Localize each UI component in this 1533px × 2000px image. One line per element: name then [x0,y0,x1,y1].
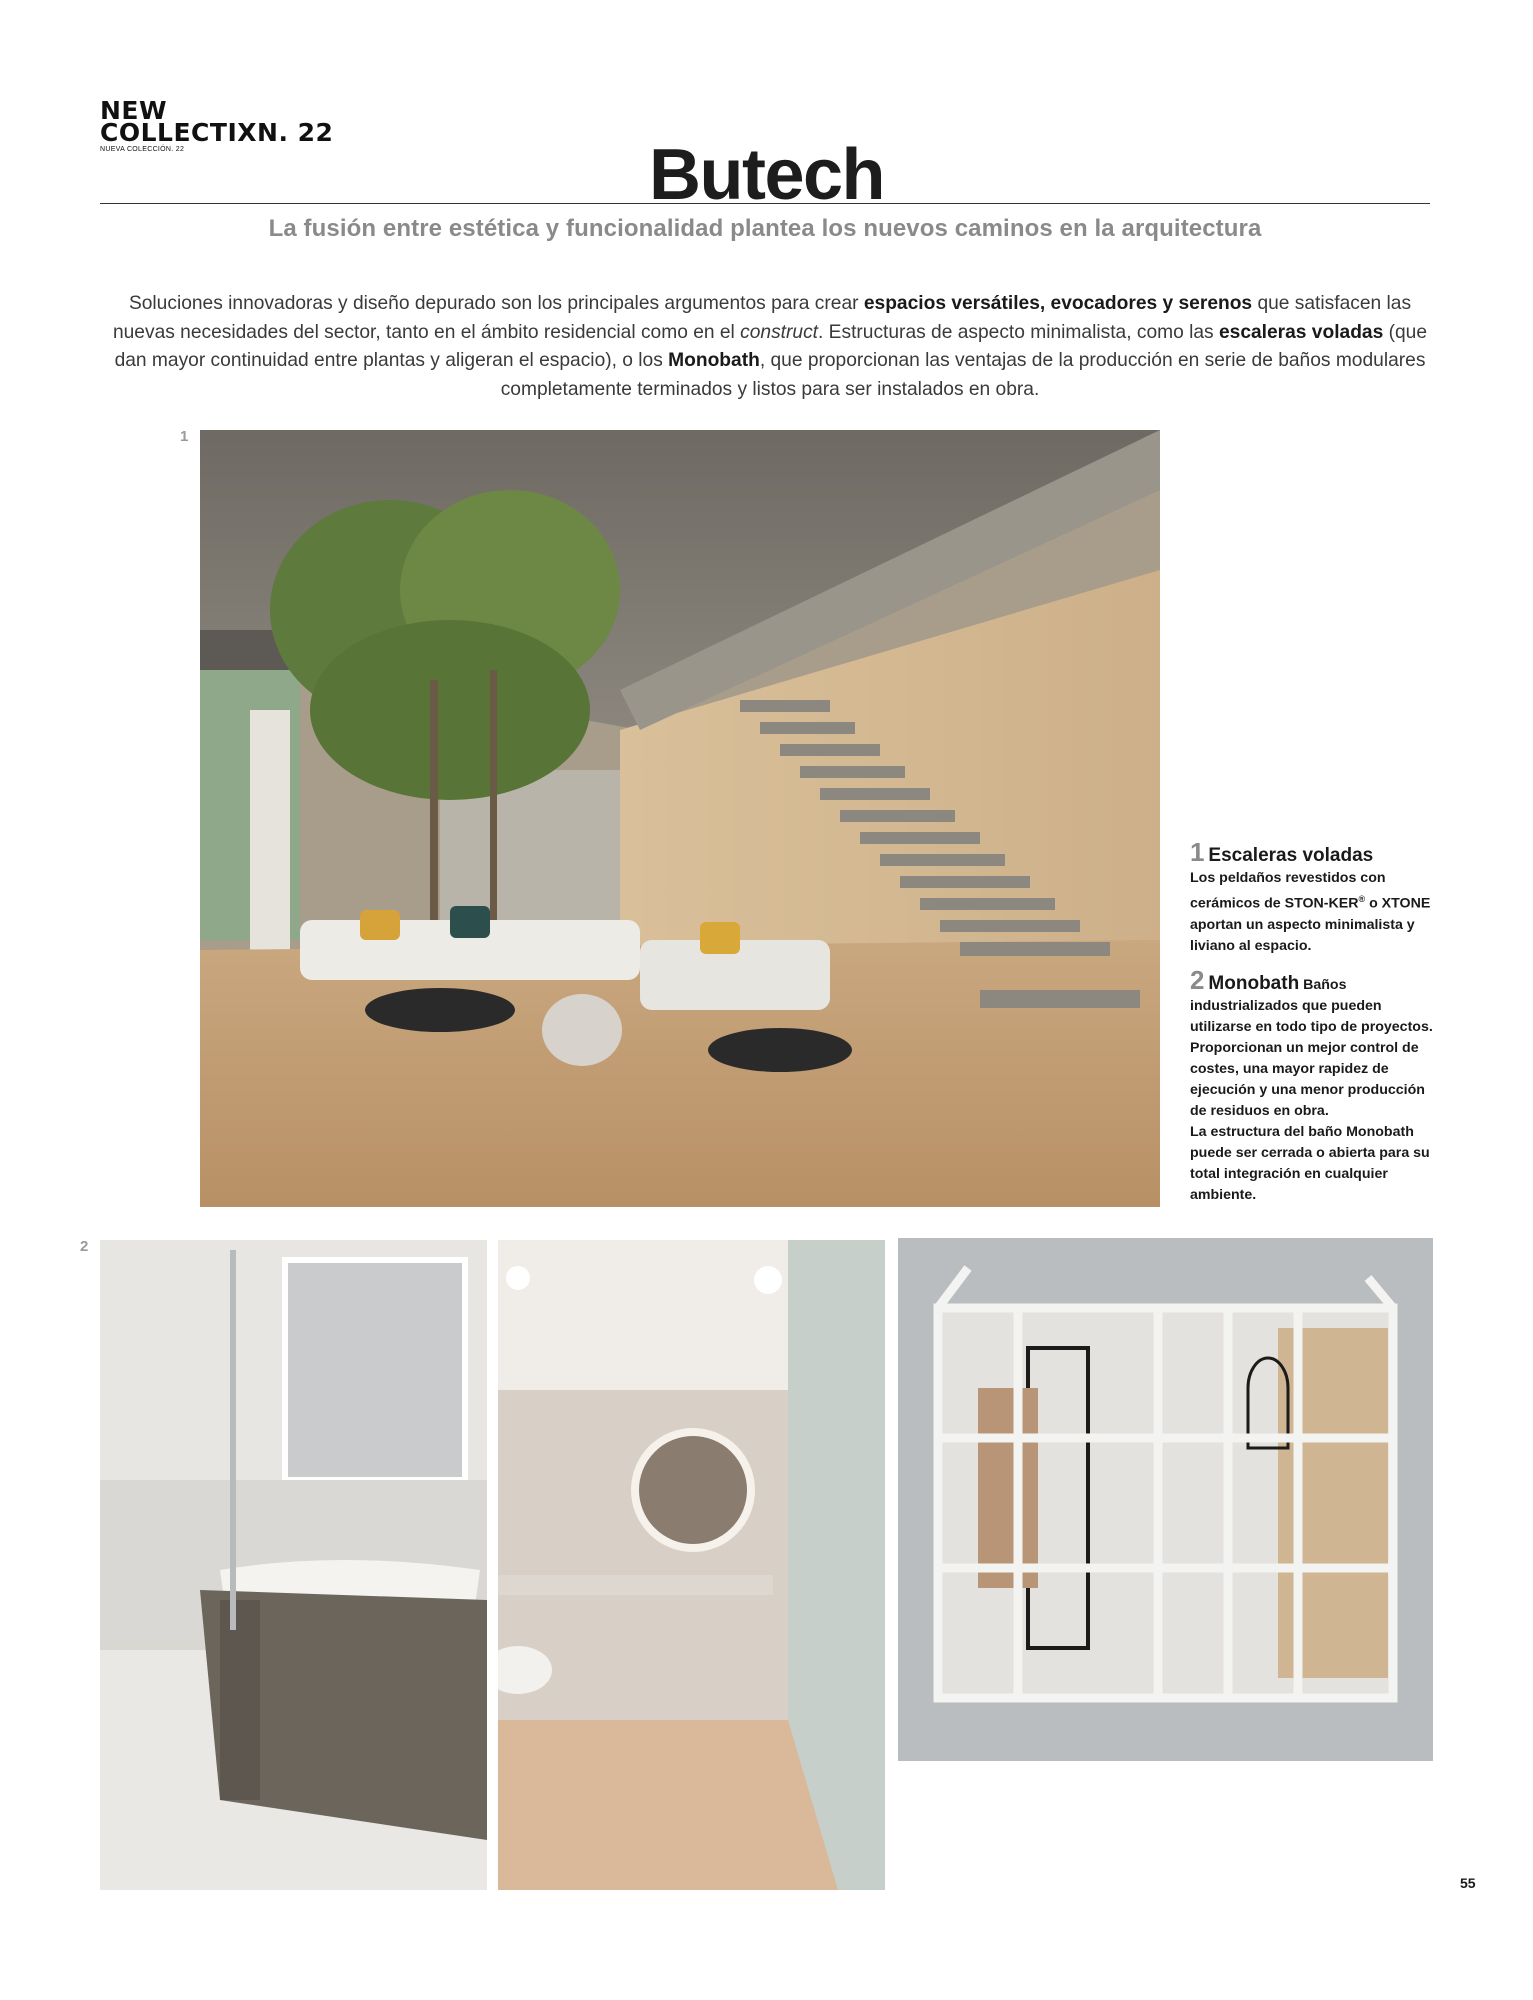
caption-monobath [1190,965,1435,1206]
intro-paragraph [110,290,1430,404]
intro-bold-3: Monobath [668,350,760,371]
caption-1-number: 1 [1190,837,1205,867]
caption-1-text-a: Los peldaños revestidos con cerámicos de STON-KER [1190,870,1386,912]
caption-escaleras [1190,837,1435,957]
header-rule [100,203,1430,204]
intro-text-4: (que dan mayor continuidad entre plantas y aligeran el espacio), o los [114,321,1428,371]
intro-italic-1: construct [740,321,819,343]
caption-1-text-b: o XTONE aportan un aspecto minimalista y liviano al espacio. [1190,895,1431,954]
living-room-stairs-photo [200,430,1160,1207]
logo-line-collection: COLLECTIХN. 22 [100,118,334,147]
monobath-structure-photo [898,1238,1433,1761]
intro-text-1: Soluciones innovadoras y diseño depurado son los principales argumentos para crear [128,293,864,314]
logo-line-new: NEW [100,96,168,125]
caption-2-number: 2 [1190,965,1205,995]
intro-bold-2: escaleras voladas [1218,321,1384,343]
caption-2-text-a: Baños industrializados que pueden utilizarse en todo tipo de proyectos. Proporcionan un mejor control de costes, una mayor rapidez de ejecución y una menor producción de residuos en obra. [1190,977,1433,1119]
intro-text-2: que satisfacen las nuevas necesidades del sector, tanto en el ámbito residencial como en el [112,293,1412,343]
bathroom-vanity-photo [100,1240,487,1890]
bathroom-round-mirror-photo [498,1240,885,1890]
figure-2-number: 2 [80,1238,89,1255]
caption-1-registered: ® [1358,894,1366,904]
caption-2-title: Monobath [1208,973,1300,994]
figure-1-number: 1 [180,428,189,445]
intro-text-3: . Estructuras de aspecto minimalista, como las [818,321,1219,343]
brand-title: Butech [648,135,885,215]
caption-1-title: Escaleras voladas [1208,845,1374,866]
article-subtitle: La fusión entre estética y funcionalidad plantea los nuevos caminos en la arquitectura [268,215,1262,242]
intro-bold-1: espacios versátiles, evocadores y serenos [863,293,1253,314]
page-number: 55 [1460,1875,1476,1891]
caption-2-text-b: La estructura del baño Monobath puede ser cerrada o abierta para su total integración en cualquier ambiente. [1190,1124,1430,1203]
logo-subline: NUEVA COLECCIÓN. 22 [100,146,185,153]
intro-text-5: , que proporcionan las ventajas de la producción en serie de baños modulares completamente terminados y listos para ser instalados en obra. [500,350,1426,400]
